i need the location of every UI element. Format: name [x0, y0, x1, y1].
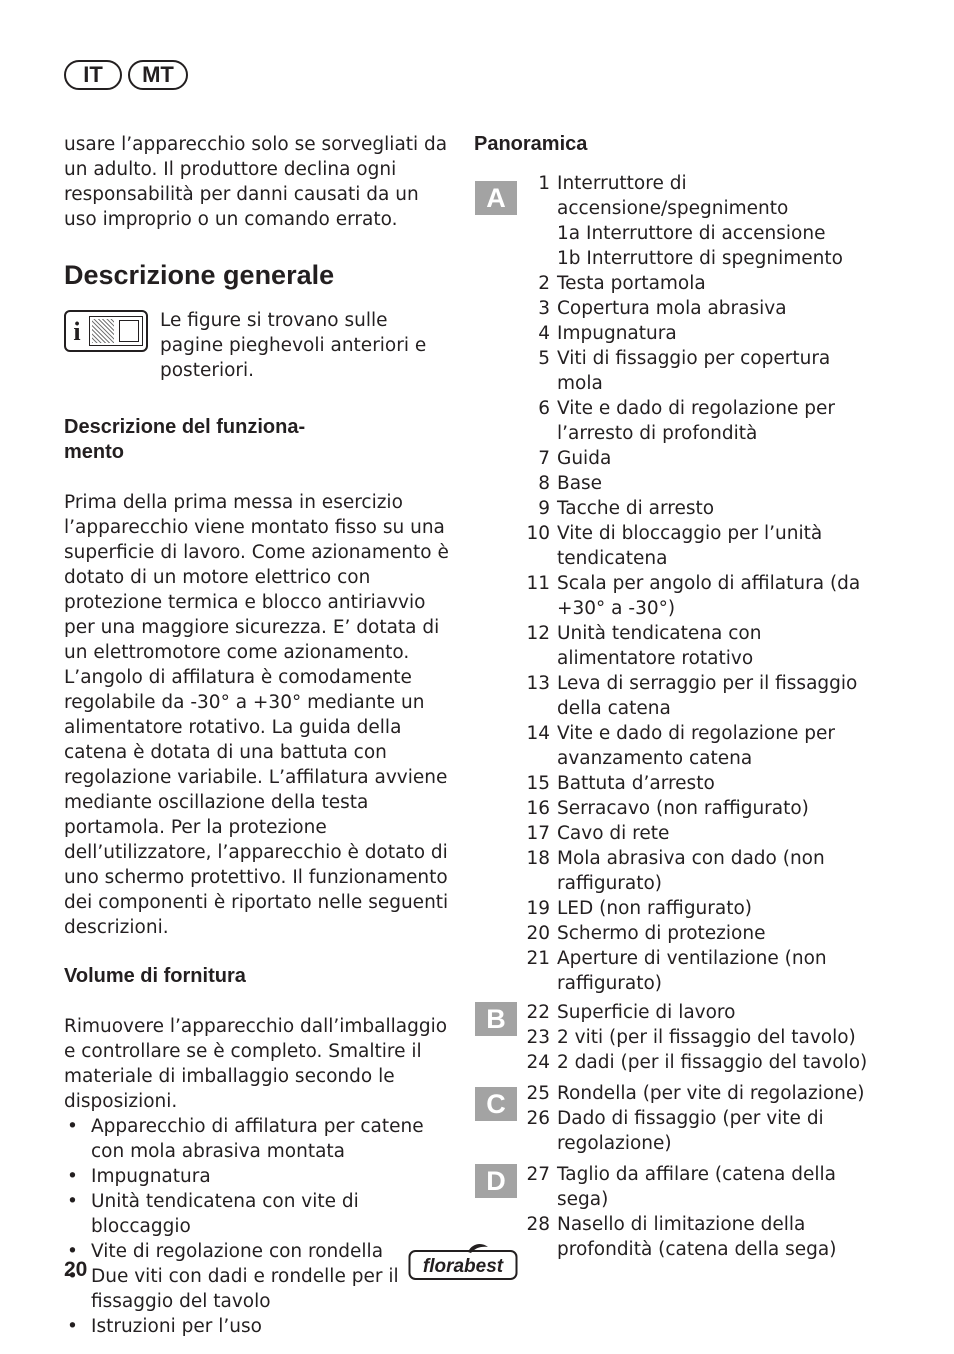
item-number: 27 [526, 1164, 550, 1185]
list-item [518, 771, 874, 796]
item-number: 15 [526, 773, 550, 794]
item-text: Tacche di arresto [557, 498, 715, 519]
item-text: 2 dadi (per il fissaggio del tavolo) [557, 1052, 868, 1073]
list-item [518, 721, 874, 771]
list-item [518, 471, 874, 496]
item-number: 6 [538, 398, 550, 419]
item-text: Viti di fissaggio per copertura mola [557, 348, 831, 394]
item-number: 19 [526, 898, 550, 919]
list-item [518, 221, 874, 246]
heading-supply: Volume di fornitura [64, 965, 246, 987]
list-item [518, 496, 874, 521]
item-text: Mola abrasiva con dado (non raffigurato) [557, 848, 825, 894]
figure-label-d: D [475, 1164, 517, 1198]
item-text: Schermo di protezione [557, 923, 766, 944]
list-item [518, 521, 874, 571]
item-text: Testa portamola [557, 273, 706, 294]
item-number: 4 [538, 323, 550, 344]
figure-label-a: A [475, 181, 517, 215]
figure-label-c: C [475, 1087, 517, 1121]
item-text: Vite di bloccaggio per l’unità tendicatena [557, 523, 823, 569]
list-item [518, 571, 874, 621]
item-text: Unità tendicatena con alimentatore rotativo [557, 623, 762, 669]
item-number: 28 [526, 1214, 550, 1235]
list-item [518, 821, 874, 846]
item-number: 24 [526, 1052, 550, 1073]
list-item [518, 1050, 874, 1075]
list-item [518, 1025, 874, 1050]
heading-function-description [64, 415, 456, 465]
list-item [518, 1212, 874, 1262]
info-note-text: Le figure si trovano sulle pagine pieghevoli anteriori e posteriori. [160, 310, 427, 381]
item-number: 9 [538, 498, 550, 519]
page-number: 20 [64, 1258, 88, 1281]
item-text: Interruttore di accensione/spegnimento [557, 173, 789, 219]
list-item [518, 1000, 874, 1025]
item-number: 7 [538, 448, 550, 469]
language-badge-it: IT [64, 60, 122, 90]
list-item [518, 921, 874, 946]
list-item [518, 446, 874, 471]
list-item [518, 246, 874, 271]
item-text: Serracavo (non raffigurato) [557, 798, 809, 819]
item-text: Vite e dado di regolazione per l’arresto di profondità [557, 398, 835, 444]
item-number: 1 [538, 173, 550, 194]
item-number: 8 [538, 473, 550, 494]
item-text: Superficie di lavoro [557, 1002, 736, 1023]
list-item [518, 946, 874, 996]
supply-list [64, 1114, 456, 1339]
item-text: Rondella (per vite di regolazione) [557, 1083, 865, 1104]
language-badge-mt: MT [128, 60, 188, 90]
item-number: 10 [526, 523, 550, 544]
left-column [64, 132, 456, 1339]
list-item [518, 271, 874, 296]
item-text: Vite e dado di regolazione per avanzamento catena [557, 723, 835, 769]
item-text: Battuta d’arresto [557, 773, 715, 794]
list-item [518, 671, 874, 721]
item-text: 2 viti (per il fissaggio del tavolo) [557, 1027, 856, 1048]
list-item: • Vite di regolazione con rondella [64, 1239, 456, 1264]
item-text: LED (non raffigurato) [557, 898, 753, 919]
right-column [474, 132, 874, 1262]
list-item [518, 621, 874, 671]
overview-group-d [474, 1162, 874, 1262]
item-number: 26 [526, 1108, 550, 1129]
supply-paragraph: Rimuovere l’apparecchio dall’imballaggio e controllare se è completo. Smaltire il materiale di imballaggio secondo le disposizioni. [64, 1016, 448, 1112]
heading-function-line2: mento [64, 441, 124, 463]
item-text: Nasello di limitazione della profondità (catena della sega) [557, 1214, 837, 1260]
overview-group-c [474, 1081, 874, 1156]
list-item: • Due viti con dadi e rondelle per il fissaggio del tavolo [64, 1264, 456, 1314]
heading-function-line1: Descrizione del funziona- [64, 416, 306, 438]
item-number: 5 [538, 348, 550, 369]
function-paragraph: Prima della prima messa in esercizio l’apparecchio viene montato fisso su una superficie di lavoro. Come azionamento è dotato di un motore elettrico con protezione termica e blocco antiriavvio per una maggiore sicurezza. E’ dotata di un elettromotore come azionamento. L’angolo di affilatura è comodamente regolabile da -30° a +30° mediante un alimentatore rotativo. La guida della catena è dotata di una battuta con regolazione variabile. L’affilatura avviene mediante oscillazione della testa portamola. Per la protezione dell’utilizzatore, l’apparecchio è dotato di uno schermo protettivo. Il funzionamento dei componenti è riportato nelle seguenti descrizioni. [64, 492, 449, 938]
intro-paragraph: usare l’apparecchio solo se sorvegliati da un adulto. Il produttore declina ogni responsabilità per danni causati da un uso improprio o un comando errato. [64, 134, 448, 230]
item-text: 1b Interruttore di spegnimento [557, 248, 843, 269]
item-text: Base [557, 473, 603, 494]
list-item [518, 896, 874, 921]
item-number: 17 [526, 823, 550, 844]
overview-group-b [474, 1000, 874, 1075]
florabest-logo [408, 1243, 518, 1281]
list-item [518, 846, 874, 896]
list-item: • Impugnatura [64, 1164, 456, 1189]
list-item [518, 396, 874, 446]
list-item [518, 1081, 874, 1106]
item-text: Taglio da affilare (catena della sega) [557, 1164, 836, 1210]
item-number: 3 [538, 298, 550, 319]
item-number: 2 [538, 273, 550, 294]
item-text: Cavo di rete [557, 823, 670, 844]
list-item: • Unità tendicatena con vite di bloccaggio [64, 1189, 456, 1239]
item-number: 20 [526, 923, 550, 944]
item-number: 12 [526, 623, 550, 644]
figure-label-b: B [475, 1002, 517, 1036]
item-text: Dado di fissaggio (per vite di regolazione) [557, 1108, 824, 1154]
list-item [518, 1106, 874, 1156]
item-number: 23 [526, 1027, 550, 1048]
item-number: 18 [526, 848, 550, 869]
item-text: Impugnatura [557, 323, 677, 344]
item-text: Copertura mola abrasiva [557, 298, 787, 319]
heading-overview: Panoramica [474, 133, 588, 155]
language-badges [64, 60, 188, 90]
info-fold-pages-icon: i [64, 310, 148, 352]
item-text: 1a Interruttore di accensione [557, 223, 826, 244]
item-text: Scala per angolo di affilatura (da +30° a -30°) [557, 573, 861, 619]
list-item [518, 171, 874, 221]
list-item [518, 796, 874, 821]
item-number: 21 [526, 948, 550, 969]
item-text: Guida [557, 448, 612, 469]
item-number: 22 [526, 1002, 550, 1023]
item-text: Aperture di ventilazione (non raffigurato) [557, 948, 827, 994]
list-item [518, 321, 874, 346]
logo-text: florabest [422, 1256, 504, 1277]
list-item [518, 346, 874, 396]
list-item [518, 1162, 874, 1212]
list-item: • Istruzioni per l’uso [64, 1314, 456, 1339]
info-note [64, 308, 456, 383]
item-number: 16 [526, 798, 550, 819]
list-item [518, 296, 874, 321]
item-number: 13 [526, 673, 550, 694]
item-number: 14 [526, 723, 550, 744]
item-number: 25 [526, 1083, 550, 1104]
overview-group-a [474, 171, 874, 996]
list-item: • Apparecchio di affilatura per catene con mola abrasiva montata [64, 1114, 456, 1164]
item-number: 11 [526, 573, 550, 594]
item-text: Leva di serraggio per il fissaggio della catena [557, 673, 858, 719]
overview-groups [474, 171, 874, 1262]
heading-general-description: Descrizione generale [64, 260, 335, 290]
